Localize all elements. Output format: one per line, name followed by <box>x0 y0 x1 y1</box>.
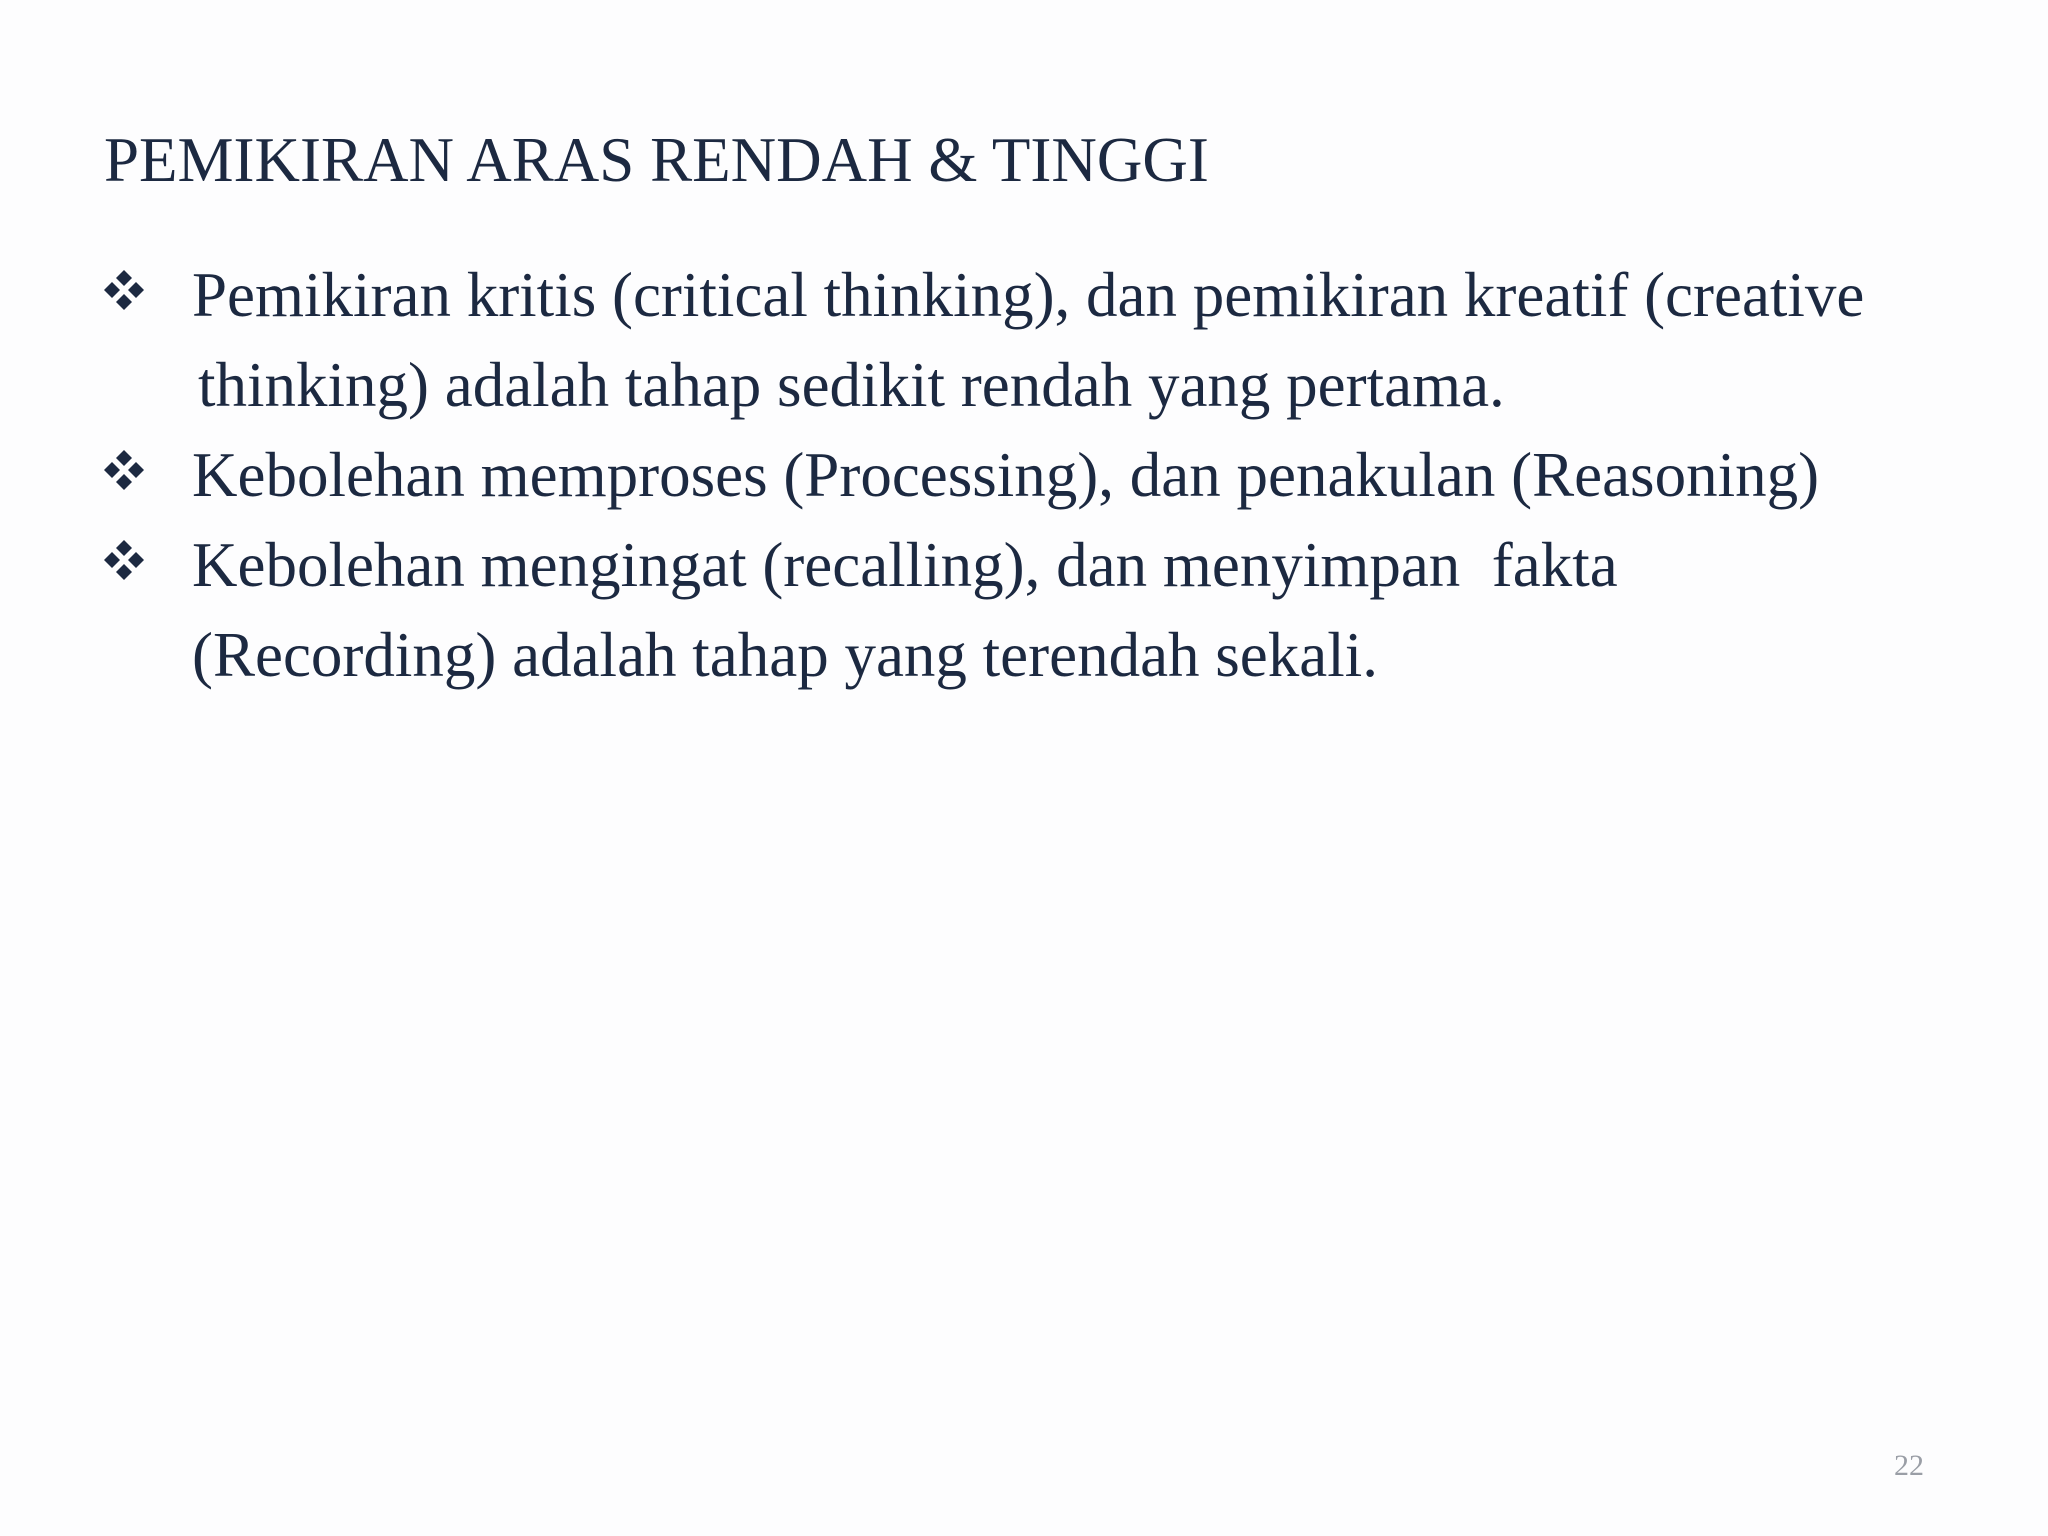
bullet-text-line: Kebolehan mengingat (recalling), dan menyimpan fakta <box>192 530 1618 600</box>
bullet-list <box>96 250 2016 700</box>
bullet-item <box>96 520 2016 700</box>
four-diamond-bullet-icon <box>102 448 146 492</box>
bullet-item <box>96 430 2016 520</box>
bullet-text-line: thinking) adalah tahap sedikit rendah yang pertama. <box>198 350 1505 420</box>
four-diamond-bullet-icon <box>102 268 146 312</box>
bullet-text-line: Pemikiran kritis (critical thinking), dan pemikiran kreatif (creative <box>192 260 1865 330</box>
bullet-text-line: (Recording) adalah tahap yang terendah sekali. <box>192 620 1378 690</box>
bullet-text-line: Kebolehan memproses (Processing), dan penakulan (Reasoning) <box>192 440 1820 510</box>
four-diamond-bullet-icon <box>102 538 146 582</box>
slide-number: 22 <box>1894 1449 1924 1482</box>
bullet-item <box>96 250 2016 430</box>
slide-title: PEMIKIRAN ARAS RENDAH & TINGGI <box>104 125 1209 195</box>
